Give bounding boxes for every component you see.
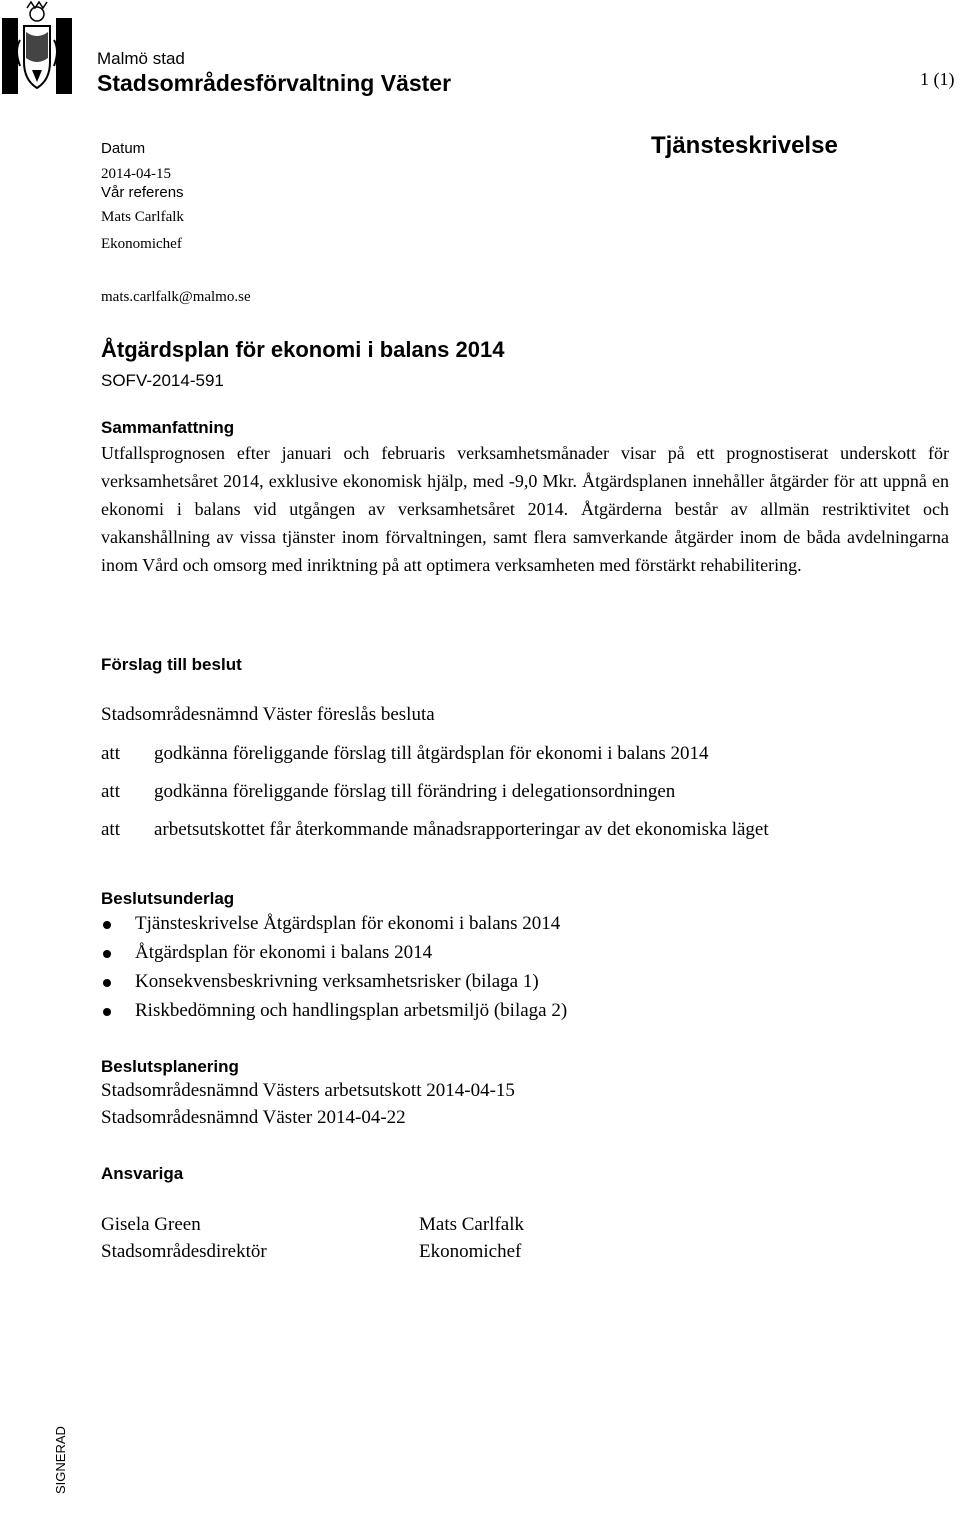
signatory-name: Gisela Green <box>101 1214 201 1235</box>
basis-list-item: Konsekvensbeskrivning verksamhetsrisker (bilaga 1) <box>135 971 539 992</box>
proposal-item-text: arbetsutskottet får återkommande månadsrapporteringar av det ekonomiska läget <box>154 819 769 840</box>
proposal-heading: Förslag till beslut <box>101 655 242 674</box>
proposal-item-word: att <box>101 819 120 840</box>
department-name: Stadsområdesförvaltning Väster <box>97 70 452 96</box>
summary-heading: Sammanfattning <box>101 418 235 437</box>
planning-heading: Beslutsplanering <box>101 1057 239 1076</box>
basis-heading: Beslutsunderlag <box>101 889 235 908</box>
organization-name: Malmö stad <box>97 49 185 68</box>
proposal-item-text: godkänna föreliggande förslag till åtgärdsplan för ekonomi i balans 2014 <box>154 743 709 764</box>
summary-paragraph: Utfallsprognosen efter januari och februaris verksamhetsmånader visar på ett prognostiserat underskott för verksamhetsåret 2014, exklusive ekonomisk hjälp, med -9,0 Mkr. Åtgärdsplanen innehåller åtgärder för att uppnå en ekonomi i balans vid utgången av verksamhetsåret 2014. Åtgärderna består av allmän restriktivitet och vakanshållning av vissa tjänster inom förvaltningen, samt flera samverkande åtgärder inom de båda avdelningarna inom Vård och omsorg med inriktning på att optimera verksamheten med förstärkt rehabilitering. <box>101 443 949 575</box>
bullet-icon <box>103 921 111 929</box>
basis-list-item: Tjänsteskrivelse Åtgärdsplan för ekonomi i balans 2014 <box>135 913 561 934</box>
signatory-name: Mats Carlfalk <box>419 1214 525 1235</box>
case-number: SOFV-2014-591 <box>101 371 224 390</box>
signed-label: SIGNERAD <box>53 1426 68 1494</box>
date-label: Datum <box>101 140 146 157</box>
document-type: Tjänsteskrivelse <box>651 132 838 159</box>
email-address: mats.carlfalk@malmo.se <box>101 289 251 305</box>
reference-label: Vår referens <box>101 184 184 201</box>
basis-list-item: Åtgärdsplan för ekonomi i balans 2014 <box>135 942 433 963</box>
bullet-icon <box>103 950 111 958</box>
malmo-coat-of-arms-logo <box>2 0 72 94</box>
date-value: 2014-04-15 <box>101 166 171 182</box>
bullet-icon <box>103 979 111 987</box>
proposal-item-word: att <box>101 743 120 764</box>
signatory-title: Stadsområdesdirektör <box>101 1241 267 1262</box>
responsible-heading: Ansvariga <box>101 1164 184 1183</box>
bullet-icon <box>103 1008 111 1016</box>
page-number: 1 (1) <box>920 69 955 89</box>
planning-line: Stadsområdesnämnd Västers arbetsutskott 2014-04-15 <box>101 1080 515 1101</box>
reference-name: Mats Carlfalk <box>101 209 184 225</box>
proposal-intro: Stadsområdesnämnd Väster föreslås besluta <box>101 704 435 725</box>
proposal-item-text: godkänna föreliggande förslag till förändring i delegationsordningen <box>154 781 676 802</box>
reference-title: Ekonomichef <box>101 236 182 252</box>
signatory-title: Ekonomichef <box>419 1241 522 1262</box>
basis-list-item: Riskbedömning och handlingsplan arbetsmiljö (bilaga 2) <box>135 1000 568 1021</box>
proposal-item-word: att <box>101 781 120 802</box>
planning-line: Stadsområdesnämnd Väster 2014-04-22 <box>101 1107 406 1128</box>
document-title: Åtgärdsplan för ekonomi i balans 2014 <box>101 337 505 362</box>
